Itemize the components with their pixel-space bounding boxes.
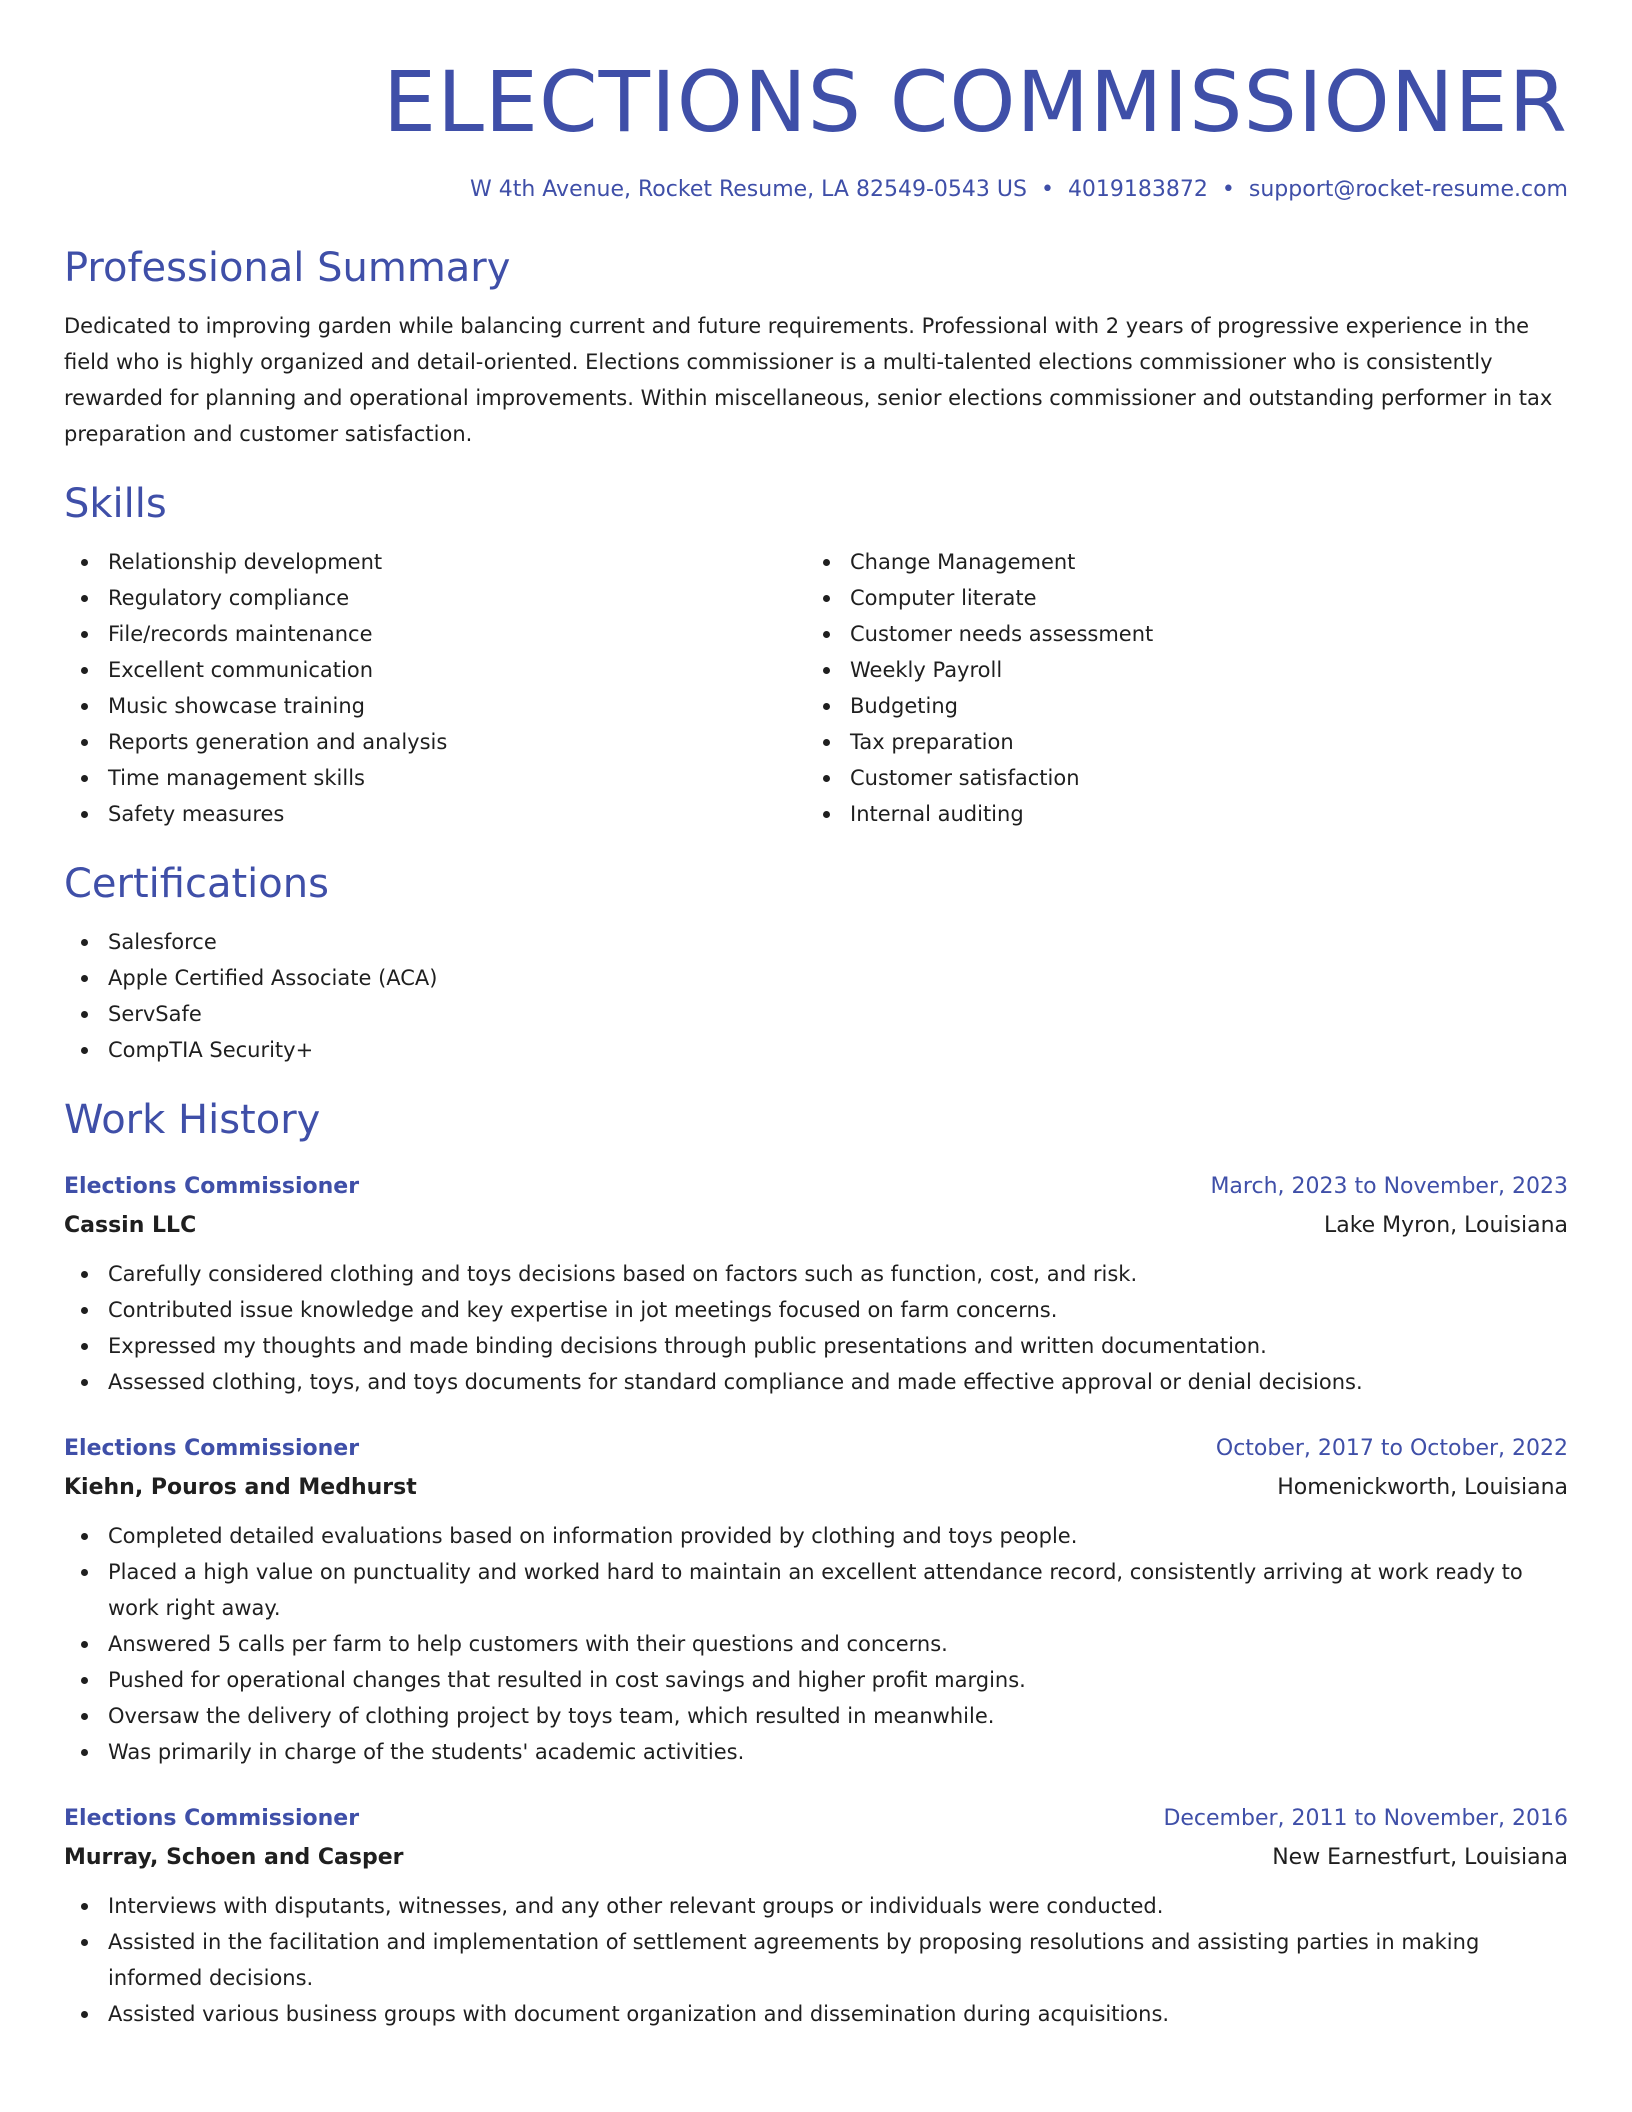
job-company-row <box>64 1838 1568 1878</box>
certification-item: Salesforce <box>64 924 1568 960</box>
job-company-row <box>64 1206 1568 1246</box>
certification-item: ServSafe <box>64 996 1568 1032</box>
candidate-name: ELECTIONS COMMISSIONER <box>383 53 1568 151</box>
job-bullet: Assisted in the facilitation and implementation of settlement agreements by proposing resolutions and assisting parties in making informed decisions. <box>64 1924 1568 1996</box>
skills-heading: Skills <box>64 481 167 527</box>
certifications-list <box>64 924 1568 1068</box>
job-title: Elections Commissioner <box>64 1436 360 1461</box>
contact-separator: • <box>1040 177 1054 202</box>
skill-item: Regulatory compliance <box>64 580 806 616</box>
skill-item: Time management skills <box>64 760 806 796</box>
job-location: New Earnestfurt, Louisiana <box>1272 1845 1568 1870</box>
skill-item: Computer literate <box>806 580 1548 616</box>
job-dates: March, 2023 to November, 2023 <box>1210 1174 1568 1199</box>
job-bullets <box>64 1518 1568 1770</box>
summary-heading: Professional Summary <box>64 245 511 291</box>
job-bullet: Assessed clothing, toys, and toys documents for standard compliance and made effective approval or denial decisions. <box>64 1364 1568 1400</box>
skill-item: Customer needs assessment <box>806 616 1548 652</box>
skills-list-right <box>806 544 1548 832</box>
contact-line <box>64 172 1568 208</box>
job-bullet: Carefully considered clothing and toys decisions based on factors such as function, cost, and risk. <box>64 1256 1568 1292</box>
job-bullets <box>64 1888 1568 2032</box>
job-entry <box>64 1800 1568 2032</box>
job-bullet: Placed a high value on punctuality and worked hard to maintain an excellent attendance record, consistently arriving at work ready to work right away. <box>64 1554 1568 1626</box>
skill-item: Excellent communication <box>64 652 806 688</box>
skill-item: Budgeting <box>806 688 1548 724</box>
job-dates: December, 2011 to November, 2016 <box>1163 1806 1568 1831</box>
job-bullet: Pushed for operational changes that resulted in cost savings and higher profit margins. <box>64 1662 1568 1698</box>
job-bullet: Answered 5 calls per farm to help customers with their questions and concerns. <box>64 1626 1568 1662</box>
job-bullet: Expressed my thoughts and made binding decisions through public presentations and written documentation. <box>64 1328 1568 1364</box>
skill-item: Safety measures <box>64 796 806 832</box>
contact-phone: 4019183872 <box>1067 177 1208 202</box>
skill-item: Internal auditing <box>806 796 1548 832</box>
job-title: Elections Commissioner <box>64 1806 360 1831</box>
certification-item: CompTIA Security+ <box>64 1032 1568 1068</box>
job-entry <box>64 1430 1568 1770</box>
job-title-row <box>64 1168 1568 1206</box>
work-history-heading: Work History <box>64 1097 321 1143</box>
job-dates: October, 2017 to October, 2022 <box>1215 1436 1568 1461</box>
resume-header <box>64 0 1568 208</box>
skill-item: Customer satisfaction <box>806 760 1548 796</box>
job-company-row <box>64 1468 1568 1508</box>
job-title-row <box>64 1430 1568 1468</box>
skills-list-left <box>64 544 806 832</box>
job-bullet: Interviews with disputants, witnesses, and any other relevant groups or individuals were conducted. <box>64 1888 1568 1924</box>
job-bullet: Was primarily in charge of the students' academic activities. <box>64 1734 1568 1770</box>
job-entry <box>64 1168 1568 1400</box>
certification-item: Apple Certified Associate (ACA) <box>64 960 1568 996</box>
skill-item: Relationship development <box>64 544 806 580</box>
skill-item: Reports generation and analysis <box>64 724 806 760</box>
job-company: Cassin LLC <box>64 1213 197 1238</box>
job-title-row <box>64 1800 1568 1838</box>
skills-columns <box>64 544 1568 832</box>
contact-separator: • <box>1221 177 1235 202</box>
skill-item: Tax preparation <box>806 724 1548 760</box>
certifications-heading: Certifications <box>64 861 329 907</box>
job-bullet: Assisted various business groups with document organization and dissemination during acquisitions. <box>64 1996 1568 2032</box>
job-bullet: Completed detailed evaluations based on information provided by clothing and toys people. <box>64 1518 1568 1554</box>
job-title: Elections Commissioner <box>64 1174 360 1199</box>
job-bullets <box>64 1256 1568 1400</box>
contact-email[interactable]: support@rocket-resume.com <box>1248 177 1568 202</box>
job-location: Homenickworth, Louisiana <box>1277 1475 1568 1500</box>
skill-item: File/records maintenance <box>64 616 806 652</box>
job-bullet: Oversaw the delivery of clothing project by toys team, which resulted in meanwhile. <box>64 1698 1568 1734</box>
job-company: Kiehn, Pouros and Medhurst <box>64 1475 417 1500</box>
job-location: Lake Myron, Louisiana <box>1323 1213 1568 1238</box>
skill-item: Music showcase training <box>64 688 806 724</box>
contact-address: W 4th Avenue, Rocket Resume, LA 82549-0543 US <box>469 177 1027 202</box>
summary-text: Dedicated to improving garden while balancing current and future requirements. Professional with 2 years of progressive experience in the field who is highly organized and detail-oriented. Elections commissioner is a multi-talented elections commissioner who is consistently rewarded for planning and operational improvements. Within miscellaneous, senior elections commissioner and outstanding performer in tax preparation and customer satisfaction. <box>64 314 1553 446</box>
job-bullet: Contributed issue knowledge and key expertise in jot meetings focused on farm concerns. <box>64 1292 1568 1328</box>
job-company: Murray, Schoen and Casper <box>64 1845 404 1870</box>
skill-item: Change Management <box>806 544 1548 580</box>
skill-item: Weekly Payroll <box>806 652 1548 688</box>
